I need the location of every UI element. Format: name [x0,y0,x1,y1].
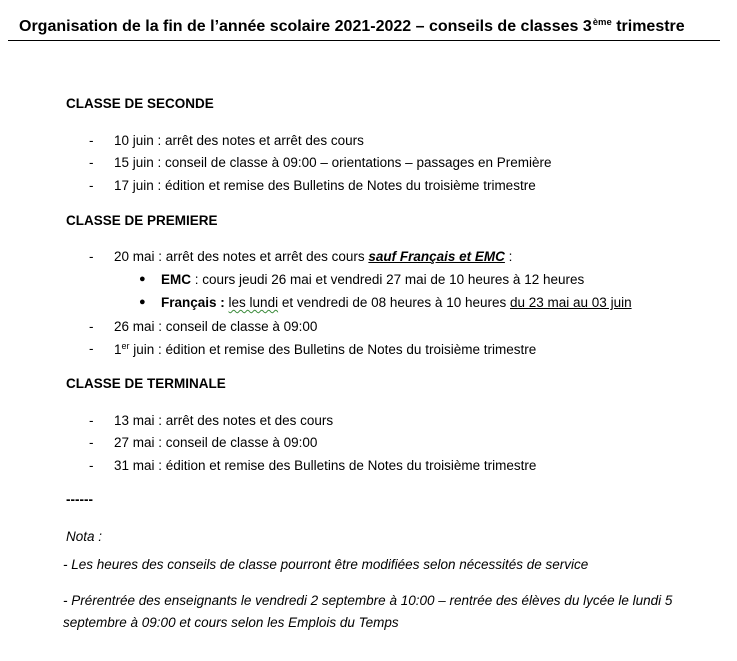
dash-marker: - [89,249,94,264]
dash-marker: - [89,413,94,428]
title-main: Organisation de la fin de l’année scolaire 2021-2022 – conseils de classes 3 [19,18,592,35]
nota-line: septembre à 09:00 et cours selon les Emplois du Temps [63,615,399,630]
dash-marker: - [89,458,94,473]
separator: ------ [66,492,93,507]
nota-line: - Prérentrée des enseignants le vendredi 2 septembre à 10:00 – rentrée des élèves du lycée le lundi 5 [63,593,673,608]
dash-marker: - [89,155,94,170]
bullet-marker: ● [139,273,146,285]
document-title [19,17,685,36]
dash-marker: - [89,133,94,148]
list-item: 10 juin : arrêt des notes et arrêt des cours [114,133,364,148]
heading-terminale: CLASSE DE TERMINALE [66,376,226,391]
sub-item-text: et vendredi de 08 heures à 10 heures [278,295,510,310]
sub-item-text: : cours jeudi 26 mai et vendredi 27 mai de 10 heures à 12 heures [191,272,585,287]
list-item: 15 juin : conseil de classe à 09:00 – orientations – passages en Première [114,155,552,170]
item-text: juin : édition et remise des Bulletins de Notes du troisième trimestre [129,342,537,357]
list-item: 31 mai : édition et remise des Bulletins de Notes du troisième trimestre [114,458,537,473]
title-tail: trimestre [611,18,685,35]
list-item [114,249,512,264]
list-item: 26 mai : conseil de classe à 09:00 [114,319,318,334]
bullet-marker: ● [139,296,146,308]
nota-line: - Les heures des conseils de classe pourront être modifiées selon nécessités de service [63,557,589,572]
item-emphasis: sauf Français et EMC [368,249,505,264]
dash-marker: - [89,319,94,334]
dash-marker: - [89,178,94,193]
title-underline [8,40,720,41]
heading-seconde: CLASSE DE SECONDE [66,96,214,111]
heading-premiere: CLASSE DE PREMIERE [66,213,218,228]
sub-item-label: Français : [161,295,225,310]
dash-marker: - [89,341,94,356]
item-superscript: er [121,341,130,351]
list-item [114,341,536,357]
item-number: 1 [114,342,122,357]
sub-item-francais [161,295,632,310]
title-superscript: ème [592,17,612,28]
item-text: 20 mai : arrêt des notes et arrêt des cours [114,249,369,264]
item-suffix: : [504,249,513,264]
nota-label: Nota : [66,529,103,544]
sub-item-label: EMC [161,272,191,287]
sub-item-text-underlined: les lundi [228,295,279,310]
sub-item-emc [161,272,584,287]
list-item: 17 juin : édition et remise des Bulletins de Notes du troisième trimestre [114,178,536,193]
sub-item-date-range: du 23 mai au 03 juin [510,295,632,310]
dash-marker: - [89,435,94,450]
list-item: 13 mai : arrêt des notes et des cours [114,413,334,428]
list-item: 27 mai : conseil de classe à 09:00 [114,435,318,450]
